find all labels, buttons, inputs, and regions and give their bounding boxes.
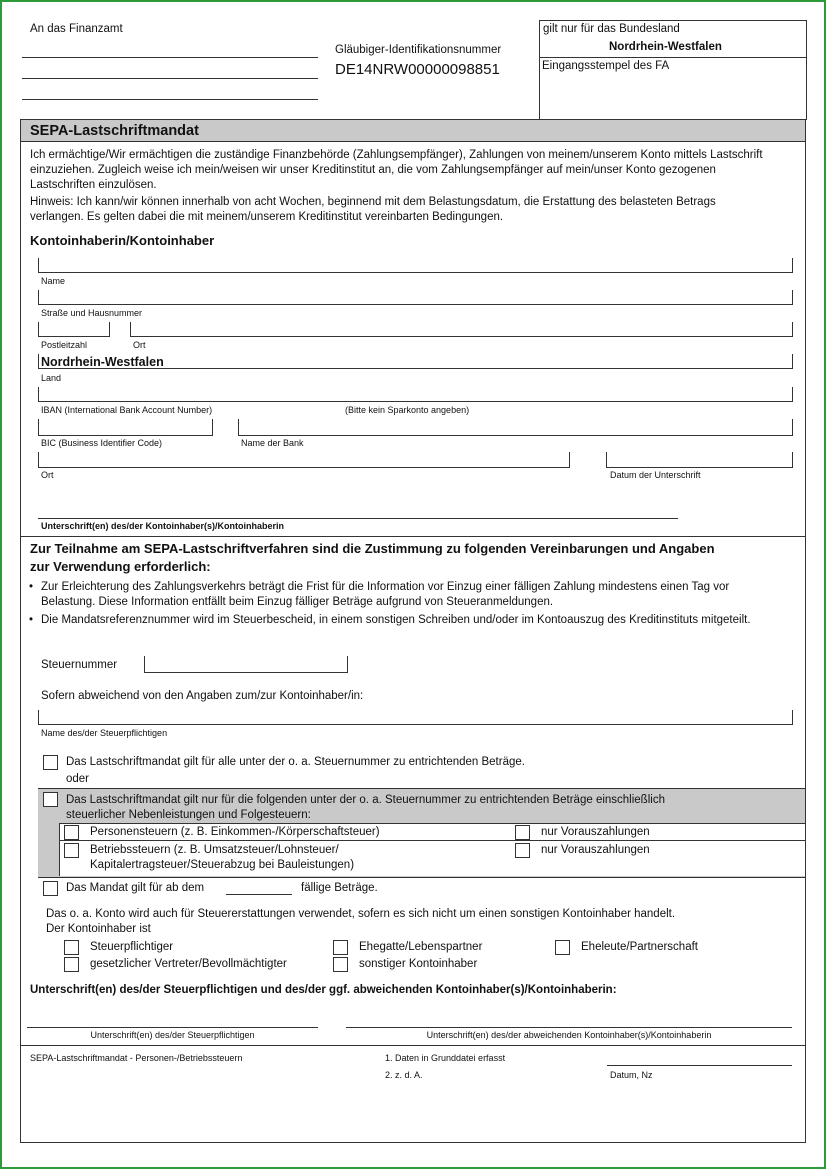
state-label: gilt nur für das Bundesland	[543, 23, 680, 35]
bullet-1-line-1: Zur Erleichterung des Zahlungsverkehrs beträgt die Frist für die Information vor Einzug einer fälligen Zahlung mindestens einen Tag vor	[41, 581, 730, 593]
business-taxes-line-2: Kapitalertragsteuer/Steuerabzug bei Bauleistungen)	[90, 859, 355, 871]
bullet-2: Die Mandatsreferenznummer wird im Steuerbescheid, in einem sonstigen Schreiben und/oder im Kontoauszug des Kreditinstituts mitgeteilt.	[41, 614, 751, 626]
taxpayer-signature-line[interactable]	[27, 1027, 318, 1028]
office-date-label: Datum, Nz	[610, 1070, 653, 1080]
holder-representative-checkbox[interactable]	[64, 957, 79, 972]
bullet-1-line-2: Belastung. Diese Information entfällt beim Einzug fälliger Beträge aufgrund von Steueranmeldungen.	[41, 596, 554, 608]
holder-taxpayer-label: Steuerpflichtiger	[90, 941, 174, 953]
city-label: Ort	[133, 340, 146, 350]
option-following-line-1: Das Lastschriftmandat gilt nur für die folgenden unter der o. a. Steuernummer zu entrichtenden Beträge einschließlich	[66, 794, 665, 806]
holder-representative-label: gesetzlicher Vertreter/Bevollmächtigter	[90, 958, 287, 970]
mandate-text-3: Lastschriften einzulösen.	[30, 179, 157, 191]
iban-field[interactable]	[38, 387, 793, 402]
office-date-line[interactable]	[607, 1065, 792, 1066]
mandate-text-5: verlangen. Es gelten dabei die mit meinem/unserem Kreditinstitut vereinbarten Bedingungen.	[30, 211, 504, 223]
prepayments-2-label: nur Vorauszahlungen	[541, 844, 650, 856]
iban-note: (Bitte kein Sparkonto angeben)	[345, 405, 470, 415]
bullet-1-symbol: •	[29, 581, 34, 593]
section-divider	[21, 536, 805, 537]
name-field[interactable]	[38, 258, 793, 273]
other-holder-signature-label: Unterschrift(en) des/der abweichenden Kontoinhaber(s)/Kontoinhaberin	[426, 1030, 712, 1040]
addressee-label: An das Finanzamt	[30, 23, 123, 35]
option-all-checkbox[interactable]	[43, 755, 58, 770]
street-label: Straße und Hausnummer	[41, 308, 143, 318]
tax-type-divider	[59, 840, 805, 841]
holder-couple-checkbox[interactable]	[555, 940, 570, 955]
holder-other-checkbox[interactable]	[333, 957, 348, 972]
country-value: Nordrhein-Westfalen	[41, 355, 164, 369]
bank-name-label: Name der Bank	[241, 438, 304, 448]
zip-label: Postleitzahl	[41, 340, 88, 350]
mandate-text-4: Hinweis: Ich kann/wir können innerhalb von acht Wochen, beginnend mit dem Belastungsdatum, die Erstattung des belasteten Betrags	[30, 196, 716, 208]
taxpayer-signature-label: Unterschrift(en) des/der Steuerpflichtigen	[90, 1030, 255, 1040]
valid-from-prefix: Das Mandat gilt für ab dem	[66, 882, 205, 894]
holder-signature-label: Unterschrift(en) des/der Kontoinhaber(s)/Kontoinhaberin	[41, 521, 285, 531]
business-taxes-line-1: Betriebssteuern (z. B. Umsatzsteuer/Lohnsteuer/	[90, 844, 339, 856]
signature-date-label: Datum der Unterschrift	[610, 470, 701, 480]
mandate-text-2: einzuziehen. Zugleich weise ich mein/weisen wir unser Kreditinstitut an, die vom Zahlungsempfänger auf mein/unser Konto gezogenen	[30, 164, 716, 176]
creditor-id: DE14NRW00000098851	[335, 61, 500, 78]
bic-label: BIC (Business Identifier Code)	[41, 438, 163, 448]
option-following-line-2: steuerlicher Nebenleistungen und Folgesteuern:	[66, 809, 311, 821]
holder-spouse-label: Ehegatte/Lebenspartner	[359, 941, 483, 953]
street-field[interactable]	[38, 290, 793, 305]
iban-label: IBAN (International Bank Account Number)	[41, 405, 213, 415]
business-taxes-checkbox[interactable]	[64, 843, 79, 858]
final-signature-heading: Unterschrift(en) des/der Steuerpflichtigen und des/der ggf. abweichenden Kontoinhaber(s)/Kontoinhaberin:	[30, 984, 617, 996]
valid-from-date-field[interactable]	[226, 894, 292, 895]
taxpayer-name-label: Name des/der Steuerpflichtigen	[41, 728, 168, 738]
place-label: Ort	[41, 470, 54, 480]
bank-name-field[interactable]	[238, 419, 793, 436]
deviating-label: Sofern abweichend von den Angaben zum/zur Kontoinhaber/in:	[41, 690, 364, 702]
tax-number-label: Steuernummer	[41, 659, 118, 671]
holder-spouse-checkbox[interactable]	[333, 940, 348, 955]
option-following-checkbox[interactable]	[43, 792, 58, 807]
prepayments-1-checkbox[interactable]	[515, 825, 530, 840]
place-field[interactable]	[38, 452, 570, 468]
city-field[interactable]	[130, 322, 793, 337]
prepayments-2-checkbox[interactable]	[515, 843, 530, 858]
mandate-text-1: Ich ermächtige/Wir ermächtigen die zuständige Finanzbehörde (Zahlungsempfänger), Zahlungen von meinem/unserem Konto mittels Lastschrift	[30, 149, 763, 161]
address-line-1[interactable]	[22, 57, 318, 58]
tax-number-field[interactable]	[144, 656, 348, 673]
state-value: Nordrhein-Westfalen	[609, 41, 722, 53]
refund-line: Das o. a. Konto wird auch für Steuererstattungen verwendet, sofern es sich nicht um einen sonstigen Kontoinhaber handelt.	[46, 908, 676, 920]
holder-taxpayer-checkbox[interactable]	[64, 940, 79, 955]
or-label: oder	[66, 773, 90, 785]
bullet-2-symbol: •	[29, 614, 34, 626]
address-line-3[interactable]	[22, 99, 318, 100]
state-box-divider	[539, 57, 806, 58]
office-step-2: 2. z. d. A.	[385, 1070, 423, 1080]
holder-is-label: Der Kontoinhaber ist	[46, 923, 151, 935]
mandate-title: SEPA-Lastschriftmandat	[30, 123, 199, 139]
holder-signature-line[interactable]	[38, 518, 678, 519]
footer-divider	[21, 1045, 805, 1046]
account-holder-heading: Kontoinhaberin/Kontoinhaber	[30, 233, 215, 248]
stamp-label: Eingangsstempel des FA	[542, 60, 670, 72]
agreement-heading-1: Zur Teilnahme am SEPA-Lastschriftverfahren sind die Zustimmung zu folgenden Vereinbarungen und Angaben	[30, 541, 715, 556]
taxpayer-name-field[interactable]	[38, 710, 793, 725]
name-label: Name	[41, 276, 66, 286]
office-step-1: 1. Daten in Grunddatei erfasst	[385, 1053, 506, 1063]
option-all-label: Das Lastschriftmandat gilt für alle unter der o. a. Steuernummer zu entrichtenden Beträge.	[66, 756, 525, 768]
signature-date-field[interactable]	[606, 452, 793, 468]
other-holder-signature-line[interactable]	[346, 1027, 792, 1028]
zip-field[interactable]	[38, 322, 110, 337]
personal-taxes-label: Personensteuern (z. B. Einkommen-/Körperschaftsteuer)	[90, 826, 380, 838]
country-label: Land	[41, 373, 62, 383]
valid-from-checkbox[interactable]	[43, 881, 58, 896]
address-line-2[interactable]	[22, 78, 318, 79]
agreement-heading-2: zur Verwendung erforderlich:	[30, 559, 211, 574]
holder-couple-label: Eheleute/Partnerschaft	[581, 941, 698, 953]
bic-field[interactable]	[38, 419, 213, 436]
prepayments-1-label: nur Vorauszahlungen	[541, 826, 650, 838]
creditor-id-label: Gläubiger-Identifikationsnummer	[335, 44, 502, 56]
holder-other-label: sonstiger Kontoinhaber	[359, 958, 478, 970]
form-name: SEPA-Lastschriftmandat - Personen-/Betriebssteuern	[30, 1053, 243, 1063]
valid-from-suffix: fällige Beträge.	[301, 882, 378, 894]
personal-taxes-checkbox[interactable]	[64, 825, 79, 840]
